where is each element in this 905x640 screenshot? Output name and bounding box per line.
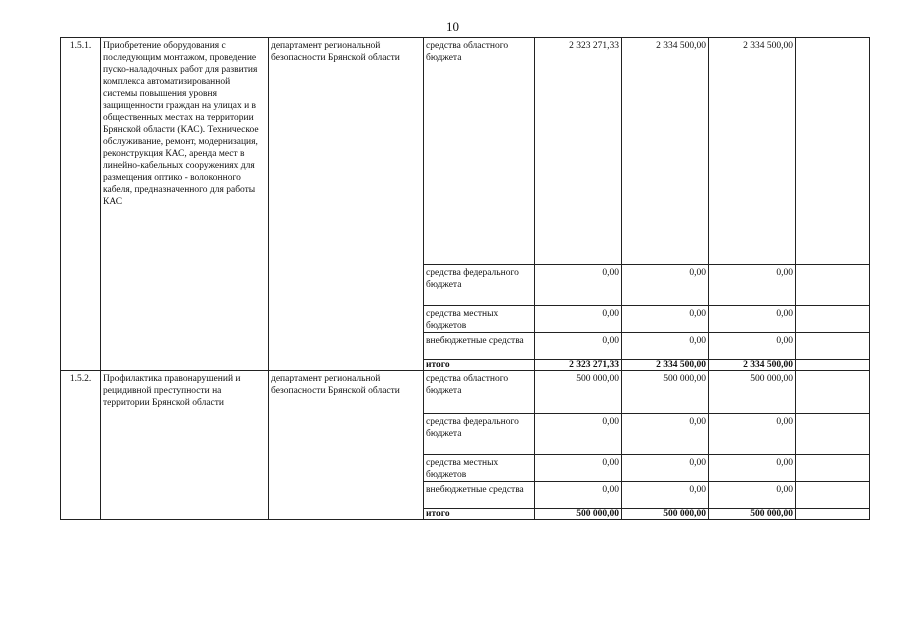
funding-source-label: средства федерального бюджета xyxy=(424,414,535,455)
amount-year-1: 500 000,00 xyxy=(535,371,622,414)
funding-source-label: средства областного бюджета xyxy=(424,38,535,265)
amount-year-2: 0,00 xyxy=(622,265,709,306)
total-label: итого xyxy=(424,509,535,520)
amount-year-3: 2 334 500,00 xyxy=(709,38,796,265)
amount-year-1: 0,00 xyxy=(535,265,622,306)
amount-year-3: 0,00 xyxy=(709,455,796,482)
funding-source-label: внебюджетные средства xyxy=(424,333,535,360)
table-row xyxy=(61,371,870,414)
amount-year-2: 0,00 xyxy=(622,306,709,333)
item-code: 1.5.1. xyxy=(61,38,101,371)
empty-cell xyxy=(796,482,870,509)
total-year-2: 500 000,00 xyxy=(622,509,709,520)
total-year-1: 2 323 271,33 xyxy=(535,360,622,371)
funding-source-label: средства местных бюджетов xyxy=(424,455,535,482)
amount-year-1: 0,00 xyxy=(535,455,622,482)
total-year-3: 500 000,00 xyxy=(709,509,796,520)
amount-year-1: 0,00 xyxy=(535,333,622,360)
amount-year-1: 0,00 xyxy=(535,306,622,333)
amount-year-1: 2 323 271,33 xyxy=(535,38,622,265)
empty-cell xyxy=(796,509,870,520)
amount-year-2: 0,00 xyxy=(622,482,709,509)
item-executor: департамент региональной безопасности Брянской области xyxy=(269,371,424,520)
item-code: 1.5.2. xyxy=(61,371,101,520)
empty-cell xyxy=(796,38,870,265)
funding-source-label: средства местных бюджетов xyxy=(424,306,535,333)
amount-year-2: 0,00 xyxy=(622,414,709,455)
table-row xyxy=(61,38,870,265)
amount-year-2: 2 334 500,00 xyxy=(622,38,709,265)
item-name: Приобретение оборудования с последующим монтажом, проведение пуско-наладочных работ для развития комплекса автоматизированной системы повышения уровня защищенности граждан на улицах и в общественных местах на территории Брянской области (КАС). Техническое обслуживание, ремонт, модернизация, реконструкция КАС, аренда мест в линейно-кабельных сооружениях для размещения оптико - волоконного кабеля, предназначенного для работы КАС xyxy=(101,38,269,371)
amount-year-3: 0,00 xyxy=(709,333,796,360)
item-executor: департамент региональной безопасности Брянской области xyxy=(269,38,424,371)
funding-source-label: средства областного бюджета xyxy=(424,371,535,414)
amount-year-3: 0,00 xyxy=(709,482,796,509)
amount-year-3: 500 000,00 xyxy=(709,371,796,414)
empty-cell xyxy=(796,414,870,455)
empty-cell xyxy=(796,265,870,306)
empty-cell xyxy=(796,333,870,360)
amount-year-2: 0,00 xyxy=(622,333,709,360)
page-number: 10 xyxy=(446,19,459,34)
empty-cell xyxy=(796,360,870,371)
amount-year-1: 0,00 xyxy=(535,482,622,509)
empty-cell xyxy=(796,455,870,482)
amount-year-3: 0,00 xyxy=(709,414,796,455)
total-year-3: 2 334 500,00 xyxy=(709,360,796,371)
amount-year-3: 0,00 xyxy=(709,265,796,306)
empty-cell xyxy=(796,306,870,333)
item-name: Профилактика правонарушений и рецидивной преступности на территории Брянской области xyxy=(101,371,269,520)
funding-source-label: внебюджетные средства xyxy=(424,482,535,509)
budget-table xyxy=(60,37,870,520)
total-label: итого xyxy=(424,360,535,371)
total-year-1: 500 000,00 xyxy=(535,509,622,520)
amount-year-1: 0,00 xyxy=(535,414,622,455)
funding-source-label: средства федерального бюджета xyxy=(424,265,535,306)
empty-cell xyxy=(796,371,870,414)
amount-year-2: 500 000,00 xyxy=(622,371,709,414)
amount-year-3: 0,00 xyxy=(709,306,796,333)
amount-year-2: 0,00 xyxy=(622,455,709,482)
total-year-2: 2 334 500,00 xyxy=(622,360,709,371)
